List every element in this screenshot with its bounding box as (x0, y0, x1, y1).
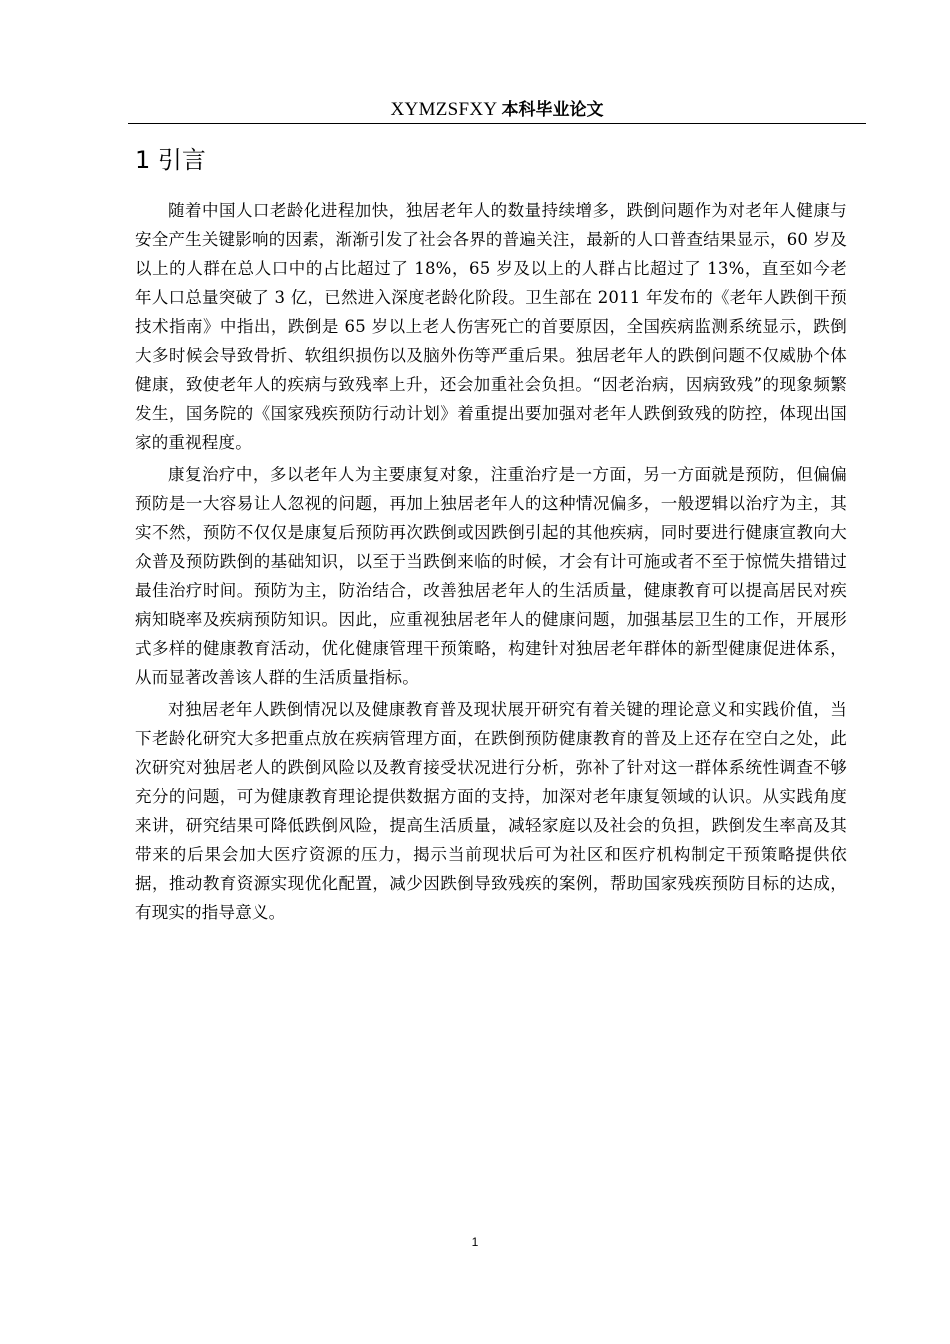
paragraph-prevention: 康复治疗中，多以老年人为主要康复对象，注重治疗是一方面，另一方面就是预防，但偏偏预防是一大容易让人忽视的问题，再加上独居老年人的这种情况偏多，一般逻辑以治疗为主，其实不然，预防不仅仅是康复后预防再次跌倒或因跌倒引起的其他疾病，同时要进行健康宣教向大众普及预防跌倒的基础知识，以至于当跌倒来临的时候，才会有计可施或者不至于惊慌失措错过最佳治疗时间。预防为主，防治结合，改善独居老年人的生活质量，健康教育可以提高居民对疾病知晓率及疾病预防知识。因此，应重视独居老年人的健康问题，加强基层卫生的工作，开展形式多样的健康教育活动，优化健康管理干预策略，构建针对独居老年群体的新型健康促进体系，从而显著改善该人群的生活质量指标。 (135, 465, 847, 687)
header-label: 本科毕业论文 (501, 100, 604, 120)
header-code: XYMZSFXY (390, 99, 498, 120)
running-header (128, 96, 866, 124)
paragraph-background: 随着中国人口老龄化进程加快，独居老年人的数量持续增多，跌倒问题作为对老年人健康与安全产生关键影响的因素，渐渐引发了社会各界的普遍关注，最新的人口普查结果显示，60 岁及以上的人群在总人口中的占比超过了 18%，65 岁及以上的人群占比超过了 13%，直至如今老年人口总量突破了 3 亿，已然进入深度老龄化阶段。卫生部在 2011 年发布的《老年人跌倒干预技术指南》中指出，跌倒是 65 岁以上老人伤害死亡的首要原因，全国疾病监测系统显示，跌倒大多时候会导致骨折、软组织损伤以及脑外伤等严重后果。独居老年人的跌倒问题不仅威胁个体健康，致使老年人的疾病与致残率上升，还会加重社会负担。“因老治病，因病致残”的现象频繁发生，国务院的《国家残疾预防行动计划》着重提出要加强对老年人跌倒致残的防控，体现出国家的重视程度。 (135, 201, 847, 452)
body-text (135, 196, 847, 930)
header-divider (128, 123, 866, 124)
page-number: 1 (471, 1235, 479, 1249)
paragraph-significance: 对独居老年人跌倒情况以及健康教育普及现状展开研究有着关键的理论意义和实践价值，当下老龄化研究大多把重点放在疾病管理方面，在跌倒预防健康教育的普及上还存在空白之处，此次研究对独居老人的跌倒风险以及教育接受状况进行分析，弥补了针对这一群体系统性调查不够充分的问题，可为健康教育理论提供数据方面的支持，加深对老年康复领域的认识。从实践角度来讲，研究结果可降低跌倒风险，提高生活质量，减轻家庭以及社会的负担，跌倒发生率高及其带来的后果会加大医疗资源的压力，揭示当前现状后可为社区和医疗机构制定干预策略提供依据，推动教育资源实现优化配置，减少因跌倒导致残疾的案例，帮助国家残疾预防目标的达成，有现实的指导意义。 (135, 700, 847, 922)
section-title: 1 引言 (135, 146, 206, 174)
